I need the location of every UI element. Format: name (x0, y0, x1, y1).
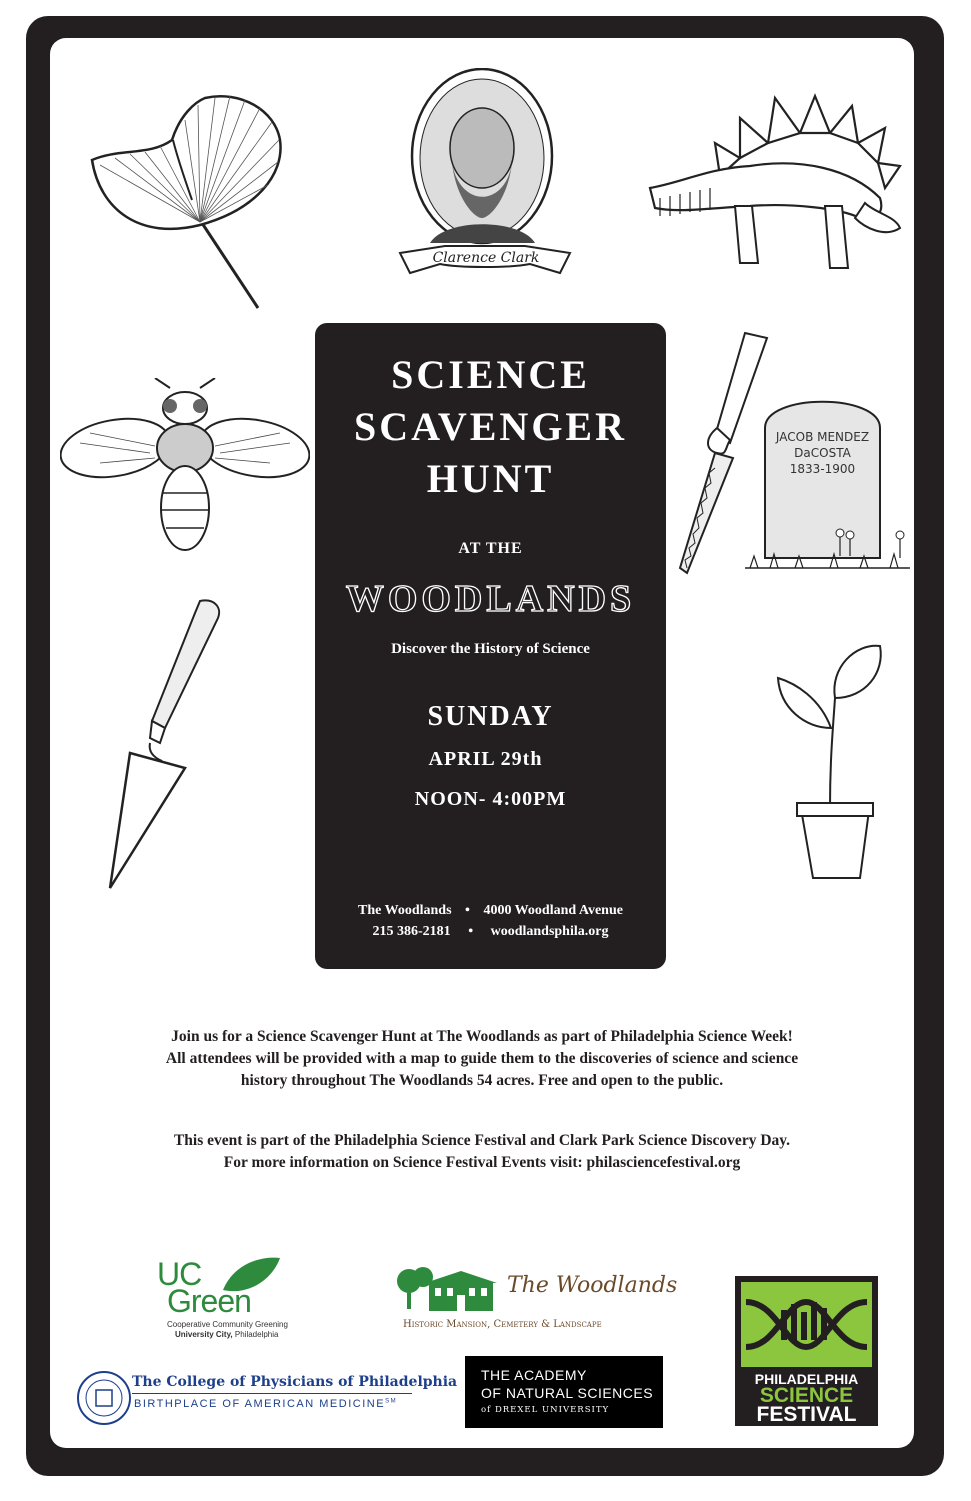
dna-icon (741, 1282, 872, 1367)
trowel-illustration (90, 593, 230, 893)
title-line-scavenger: SCAVENGER (354, 404, 627, 449)
venue-short-name: The Woodlands (358, 903, 452, 918)
event-day: SUNDAY (427, 701, 554, 732)
description-line-1: Join us for a Science Scavenger Hunt at The Woodlands as part of Philadelphia Science Week! (171, 1028, 793, 1045)
festival-line1: PHILADELPHIA (754, 1371, 859, 1387)
uc-green-sub2 (175, 1330, 278, 1339)
stegosaurus-skeleton-illustration (640, 88, 905, 278)
gravestone-name-line2: DaCOSTA (794, 446, 851, 460)
ginkgo-leaf-illustration (80, 90, 290, 310)
poster-body (50, 38, 914, 1448)
event-time: NOON- 4:00PM (414, 788, 567, 810)
gravestone-years: 1833-1900 (789, 462, 856, 476)
festival-line3: FESTIVAL (756, 1403, 857, 1426)
woodlands-name: The Woodlands (507, 1273, 678, 1298)
tagline: Discover the History of Science (391, 641, 590, 657)
physicians-name: The College of Physicians of Philadelphia (132, 1374, 458, 1390)
academy-line3: of DREXEL UNIVERSITY (481, 1405, 610, 1415)
festival-info (90, 1130, 874, 1174)
phone-number: 215 386-2181 (372, 924, 451, 939)
venue-title: WOODLANDS (345, 578, 636, 620)
seedling-illustration (775, 638, 890, 888)
college-of-physicians-logo[interactable] (76, 1368, 458, 1430)
mansion-icon (395, 1265, 505, 1315)
uc-green-line2: Green (167, 1283, 251, 1319)
science-festival-logo[interactable] (735, 1276, 878, 1426)
gravestone-illustration (740, 378, 914, 578)
festival-info-line-2: For more information on Science Festival Events visit: philasciencefestival.org (223, 1154, 741, 1171)
address: 4000 Woodland Avenue (483, 903, 623, 918)
event-date: APRIL 29th (428, 748, 543, 770)
festival-line2: SCIENCE (759, 1384, 854, 1407)
contact-row-2 (315, 924, 666, 940)
title-line-science: SCIENCE (391, 352, 590, 397)
event-description (90, 1026, 874, 1092)
title-line-hunt: HUNT (426, 456, 555, 501)
contact-row-1 (315, 903, 666, 919)
gravestone-name-line1: JACOB MENDEZ (775, 430, 870, 444)
physicians-sub-text: BIRTHPLACE OF AMERICAN MEDICINE (134, 1398, 386, 1410)
bullet: • (468, 924, 474, 939)
at-the-text: AT THE (458, 540, 523, 557)
uc-green-sub2-rest: Philadelphia (234, 1330, 279, 1339)
service-mark: SM (385, 1398, 398, 1405)
uc-green-line1: UC (157, 1256, 202, 1292)
woodlands-logo[interactable] (395, 1265, 678, 1335)
festival-info-line-1: This event is part of the Philadelphia Science Festival and Clark Park Science Discovery Day. (173, 1132, 791, 1149)
bee-illustration (60, 378, 310, 563)
portrait-banner-text: Clarence Clark (432, 250, 540, 266)
uc-green-sub2-bold: University City, (175, 1330, 233, 1339)
academy-of-natural-sciences-logo[interactable] (465, 1356, 663, 1428)
bullet: • (465, 903, 470, 918)
uc-green-logo[interactable] (155, 1256, 300, 1346)
description-line-2: All attendees will be provided with a map to guide them to the discoveries of science and science (165, 1050, 799, 1067)
academy-line1: THE ACADEMY (481, 1367, 587, 1383)
website-link[interactable]: woodlandsphila.org (490, 924, 609, 939)
event-info-panel (315, 323, 666, 969)
academy-line2: OF NATURAL SCIENCES (481, 1385, 654, 1401)
seal-icon (76, 1370, 132, 1426)
woodlands-sub: Historic Mansion, Cemetery & Landscape (403, 1319, 602, 1330)
uc-green-sub1: Cooperative Community Greening (167, 1320, 288, 1329)
physicians-sub (134, 1398, 397, 1410)
clarence-clark-portrait (390, 68, 580, 298)
description-line-3: history throughout The Woodlands 54 acres. Free and open to the public. (240, 1072, 724, 1089)
